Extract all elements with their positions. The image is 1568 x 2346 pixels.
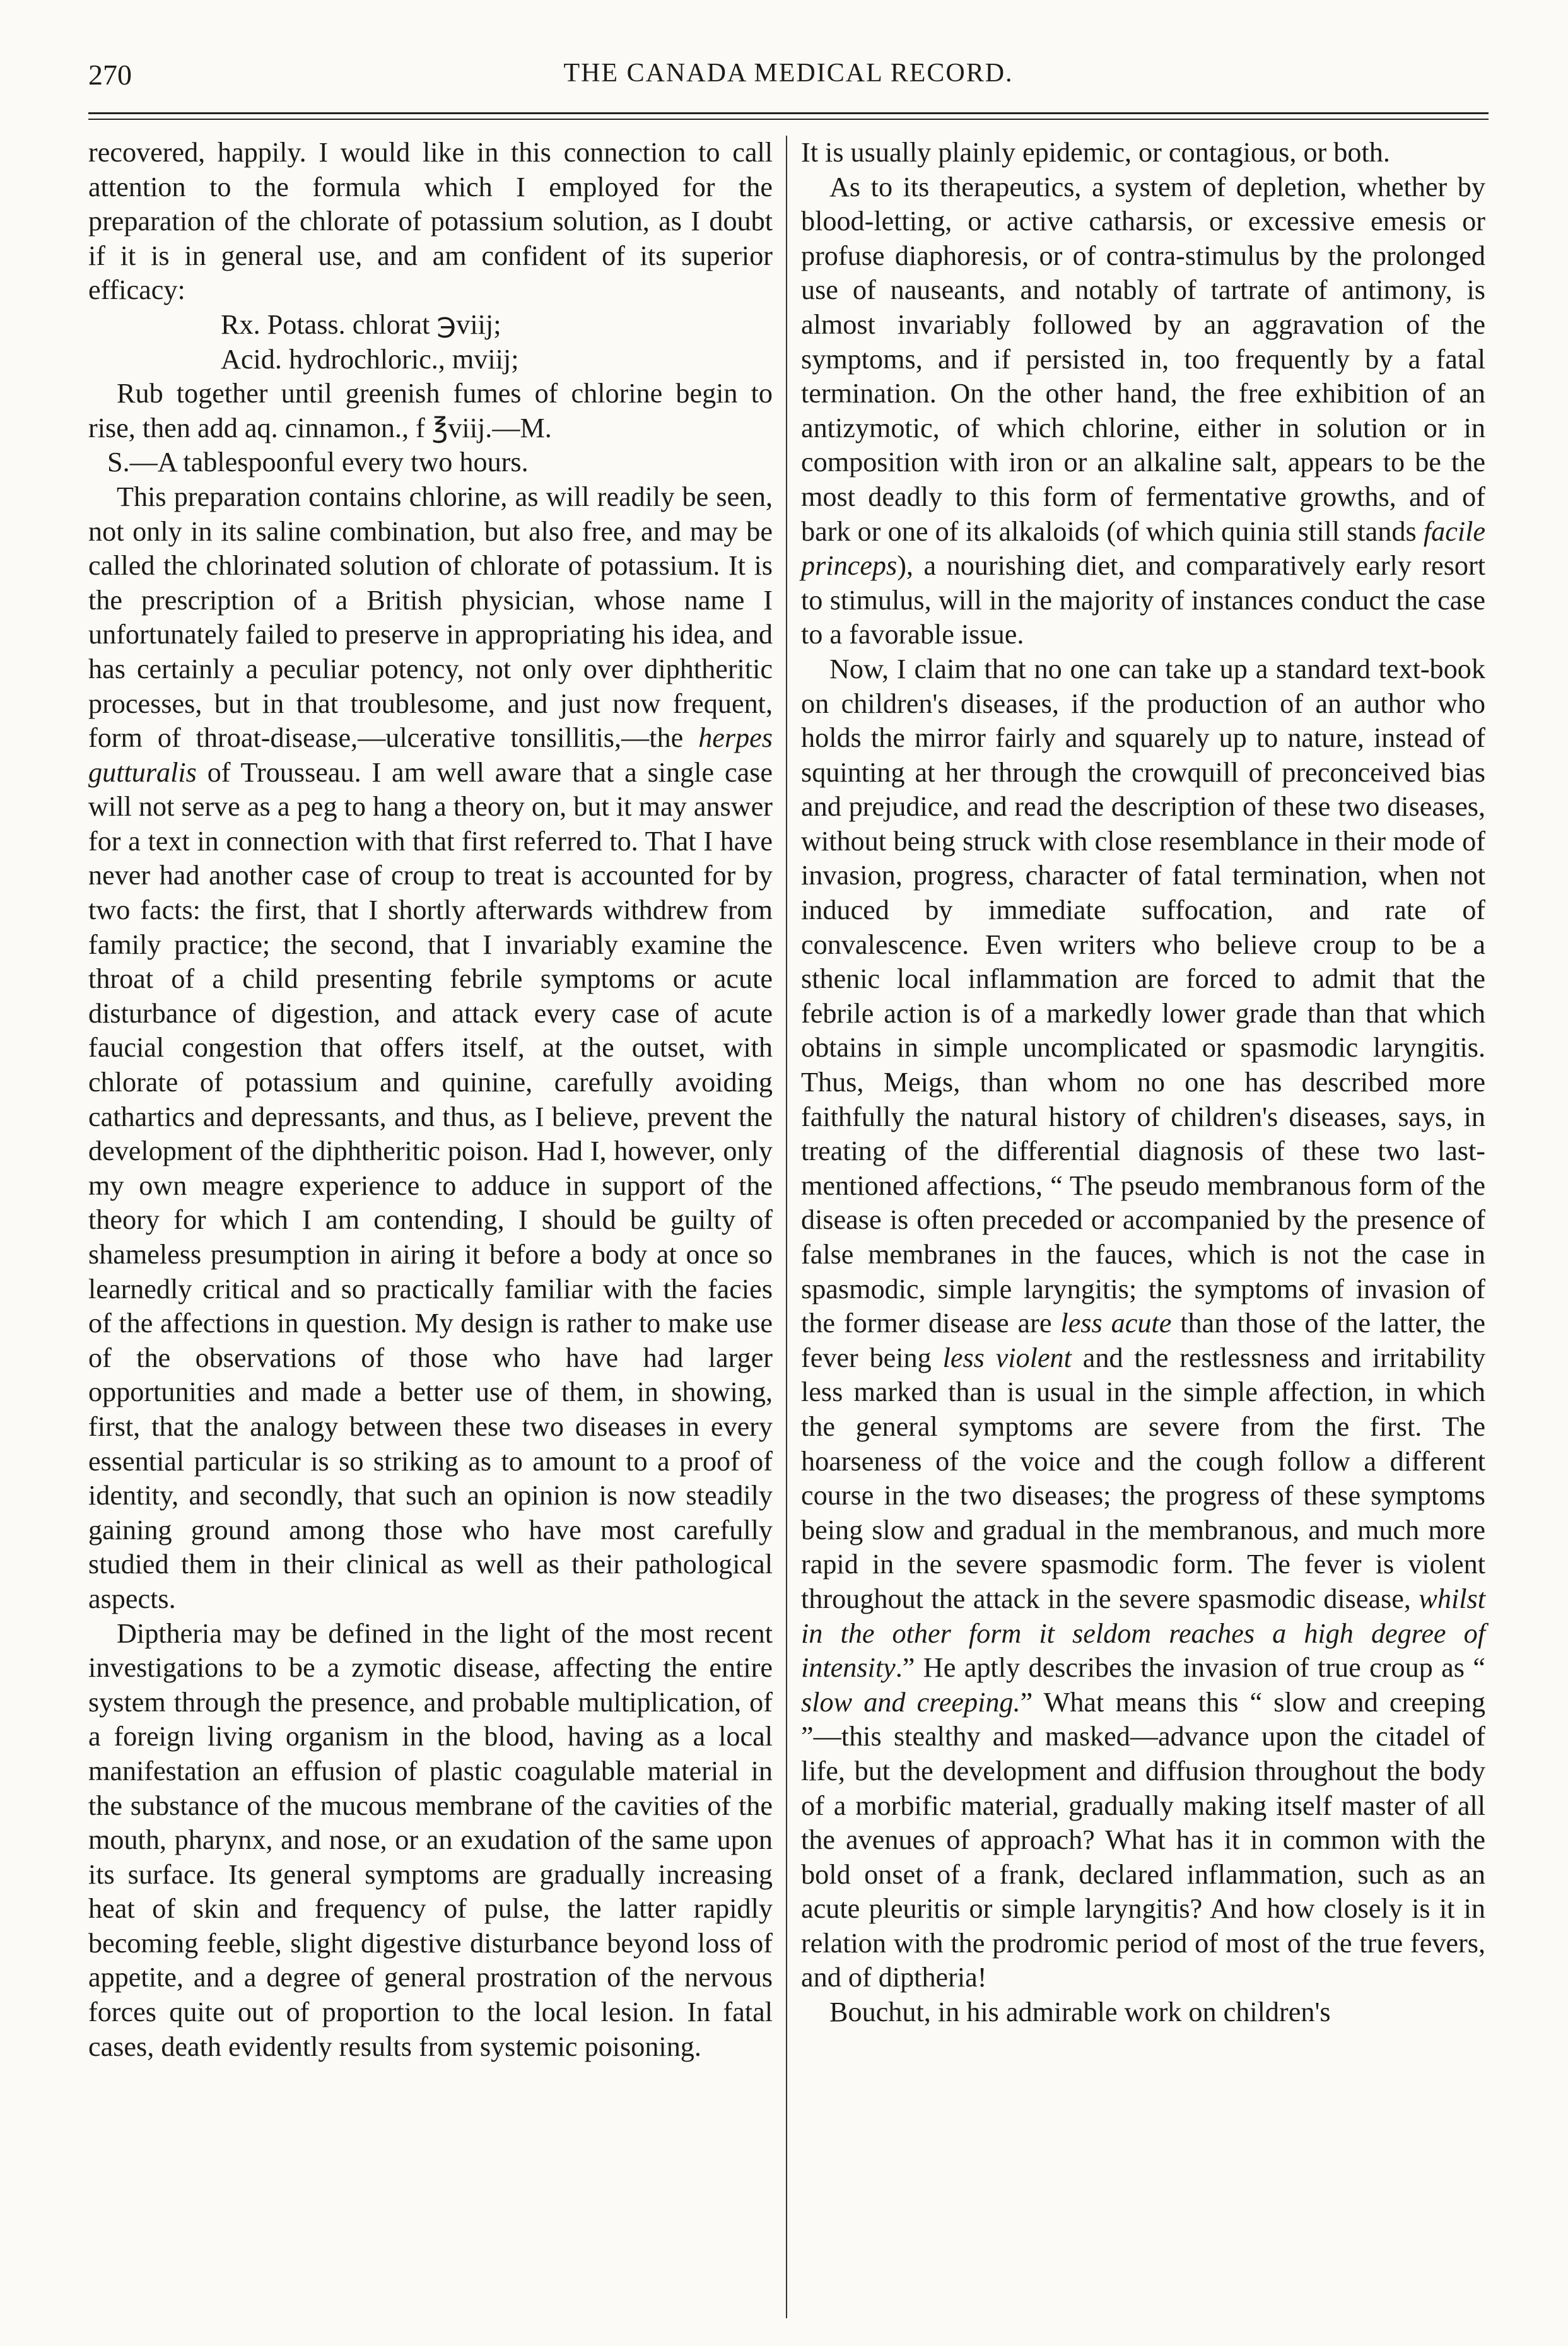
paragraph: This preparation contains chlorine, as will readily be seen, not only in its saline combination, but also free, and may be called the chlorinated solution of chlorate of potassium. It is the prescription of a British physician, whose name I unfortunately failed to preserve in appropriating his idea, and has certainly a peculiar potency, not only over diphtheritic processes, but in that troublesome, and just now frequent, form of throat-disease,—ulcerative tonsillitis,—the herpes gutturalis of Trousseau. I am well aware that a single case will not serve as a peg to hang a theory on, but it may answer for a text in connection with that first referred to. That I have never had another case of croup to treat is accounted for by two facts: the first, that I shortly afterwards withdrew from family practice; the second, that I invariably examine the throat of a child presenting febrile symptoms or acute disturbance of digestion, and attack every case of acute faucial congestion that offers itself, at the outset, with chlorate of potassium and quinine, carefully avoiding cathartics and depressants, and thus, as I believe, prevent the development of the diphtheritic poison. Had I, however, only my own meagre experience to adduce in support of the theory for which I am contending, I should be guilty of shameless presumption in airing it before a body at once so learnedly critical and so practically familiar with the facies of the affections in question. My design is rather to make use of the observations of those who have had larger opportunities and made a better use of them, in showing, first, that the analogy between these two diseases in every essential particular is so striking as to amount to a proof of identity, and secondly, that such an opinion is now steadily gaining ground among those who have most carefully studied them in their clinical as well as their pathological aspects. xyxy=(88,481,773,1614)
column-divider xyxy=(786,136,787,2318)
paragraph: Acid. hydrochloric., mviij; xyxy=(221,343,519,375)
header-rule-bottom xyxy=(88,119,1489,120)
paragraph: Rub together until greenish fumes of chlorine begin to rise, then add aq. cinnamon., f ℥viij.—M. xyxy=(88,378,773,443)
paragraph: Bouchut, in his admirable work on children's xyxy=(829,1997,1331,2028)
running-title: THE CANADA MEDICAL RECORD. xyxy=(563,59,1014,88)
paragraph: S.—A tablespoonful every two hours. xyxy=(107,447,529,478)
paragraph: Rx. Potass. chlorat ℈viij; xyxy=(221,308,501,340)
left-column xyxy=(88,136,773,2064)
right-column xyxy=(801,136,1485,2030)
paragraph: Now, I claim that no one can take up a standard text-book on children's diseases, if the production of an author who holds the mirror fairly and squarely up to nature, instead of squinting at her through the crowquill of preconceived bias and prejudice, and read the description of these two diseases, without being struck with close resemblance in their mode of invasion, progress, character of fatal termination, when not induced by immediate suffocation, and rate of convalescence. Even writers who believe croup to be a sthenic local inflammation are forced to admit that the febrile action is of a markedly lower grade than that which obtains in simple uncomplicated or spasmodic laryngitis. Thus, Meigs, than whom no one has described more faithfully the natural history of children's diseases, says, in treating of the differential diagnosis of these two last-mentioned affections, “ The pseudo membranous form of the disease is often preceded or accompanied by the presence of false membranes in the fauces, which is not the case in spasmodic, simple laryngitis; the symptoms of invasion of the former disease are less acute than those of the latter, the fever being less violent and the restlessness and irritability less marked than is usual in the simple affection, in which the general symptoms are severe from the first. The hoarseness of the voice and the cough follow a different course in the two diseases; the progress of these symptoms being slow and gradual in the membranous, and much more rapid in the severe spasmodic form. The fever is violent throughout the attack in the severe spasmodic disease, whilst in the other form it seldom reaches a high degree of intensity.” He aptly describes the invasion of true croup as “ slow and creeping.” What means this “ slow and creeping ”—this stealthy and masked—advance upon the citadel of life, but the development and diffusion throughout the body of a morbific material, gradually making itself master of all the avenues of approach? What has it in common with the bold onset of a frank, declared inflammation, such as an acute pleuritis or simple laryngitis? And how closely is it in relation with the prodromic period of most of the true fevers, and of diptheria! xyxy=(801,653,1485,1993)
page-header xyxy=(88,58,1489,109)
paragraph: Diptheria may be defined in the light of the most recent investigations to be a zymotic disease, affecting the entire system through the presence, and probable multiplication, of a foreign living organism in the blood, having as a local manifestation an effusion of plastic coagulable material in the substance of the mucous membrane of the cavities of the mouth, pharynx, and nose, or an exudation of the same upon its surface. Its general symptoms are gradually increasing heat of skin and frequency of pulse, the latter rapidly becoming feeble, slight digestive disturbance beyond loss of appetite, and a degree of general prostration of the nervous forces quite out of proportion to the local lesion. In fatal cases, death evidently results from systemic poisoning. xyxy=(88,1617,773,2062)
header-rule-top xyxy=(88,112,1489,114)
paragraph: It is usually plainly epidemic, or contagious, or both. xyxy=(801,137,1390,168)
paragraph: recovered, happily. I would like in this connection to call attention to the formula which I employed for the preparation of the chlorate of potassium solution, as I doubt if it is in general use, and am confident of its superior efficacy: xyxy=(88,137,773,306)
paragraph: As to its therapeutics, a system of depletion, whether by blood-letting, or active catharsis, or excessive emesis or profuse diaphoresis, or of contra-stimulus by the prolonged use of nauseants, and notably of tartrate of antimony, is almost invariably followed by an aggravation of the symptoms, and if persisted in, too frequently by a fatal termination. On the other hand, the free exhibition of an antizymotic, of which chlorine, either in solution or in composition with iron or an alkaline salt, appears to be the most deadly to this form of fermentative growths, and of bark or one of its alkaloids (of which quinia still stands facile princeps), a nourishing diet, and comparatively early resort to stimulus, will in the majority of instances conduct the case to a favorable issue. xyxy=(801,171,1485,650)
page-number: 270 xyxy=(88,59,132,91)
